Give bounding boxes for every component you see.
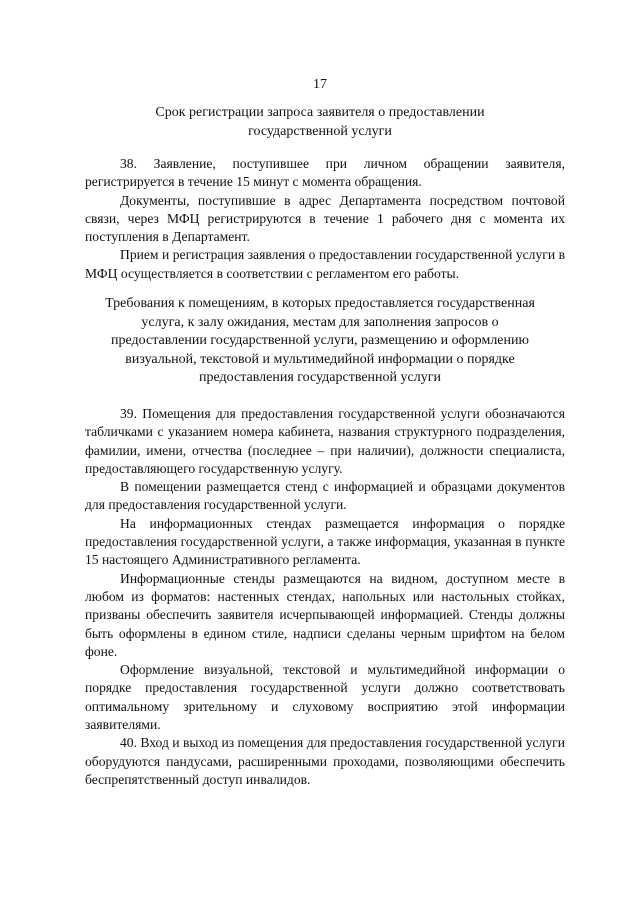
paragraph: 38. Заявление, поступившее при личном обращении заявителя, регистрируется в течение 15 минут с момента обращения. <box>85 156 565 190</box>
paragraph: 39. Помещения для предоставления государственной услуги обозначаются табличками с указанием номера кабинета, названия структурного подразделения, фамилии, имени, отчества (последнее – при наличии), должности специалиста, предоставляющего государственную услугу. <box>85 406 565 476</box>
section-heading-premises-requirements: Требования к помещениям, в которых предоставляется государственная услуга, к залу ожидания, местам для заполнения запросов о предоставлении государственной услуги, размещению и оформлению визуальной, текстовой и мультимедийной информации о порядке предоставления государственной услуги <box>105 296 535 385</box>
paragraph: 40. Вход и выход из помещения для предоставления государственной услуги оборудуются пандусами, расширенными проходами, позволяющими обеспечить беспрепятственный доступ инвалидов. <box>85 735 565 787</box>
paragraph: Оформление визуальной, текстовой и мультимедийной информации о порядке предоставления государственной услуги должно соответствовать оптимальному зрительному и слуховому восприятию этой информации заявителями. <box>85 662 565 733</box>
section-body-registration <box>85 155 565 283</box>
paragraph: Документы, поступившие в адрес Департамента посредством почтовой связи, через МФЦ регистрируются в течение 1 рабочего дня с момента их поступления в Департамент. <box>85 192 565 245</box>
page-number: 17 <box>313 77 327 92</box>
paragraph: В помещении размещается стенд с информацией и образцами документов для предоставления государственной услуги. <box>85 479 565 513</box>
paragraph: На информационных стендах размещается информация о порядке предоставления государственной услуги, а также информация, указанная в пункте 15 настоящего Административного регламента. <box>85 515 565 568</box>
paragraph: Информационные стенды размещаются на видном, доступном месте в любом из форматов: настенных стендах, напольных или настольных стойках, призваны обеспечить заявителя исчерпывающей информацией. Стенды должны быть оформлены в едином стиле, надписи сделаны черным шрифтом на белом фоне. <box>85 570 565 659</box>
section-body-premises <box>85 405 565 789</box>
section-heading-registration-term: Срок регистрации запроса заявителя о предоставлении государственной услуги <box>155 105 485 139</box>
paragraph: Прием и регистрация заявления о предоставлении государственной услуги в МФЦ осуществляется в соответствии с регламентом его работы. <box>85 247 565 281</box>
